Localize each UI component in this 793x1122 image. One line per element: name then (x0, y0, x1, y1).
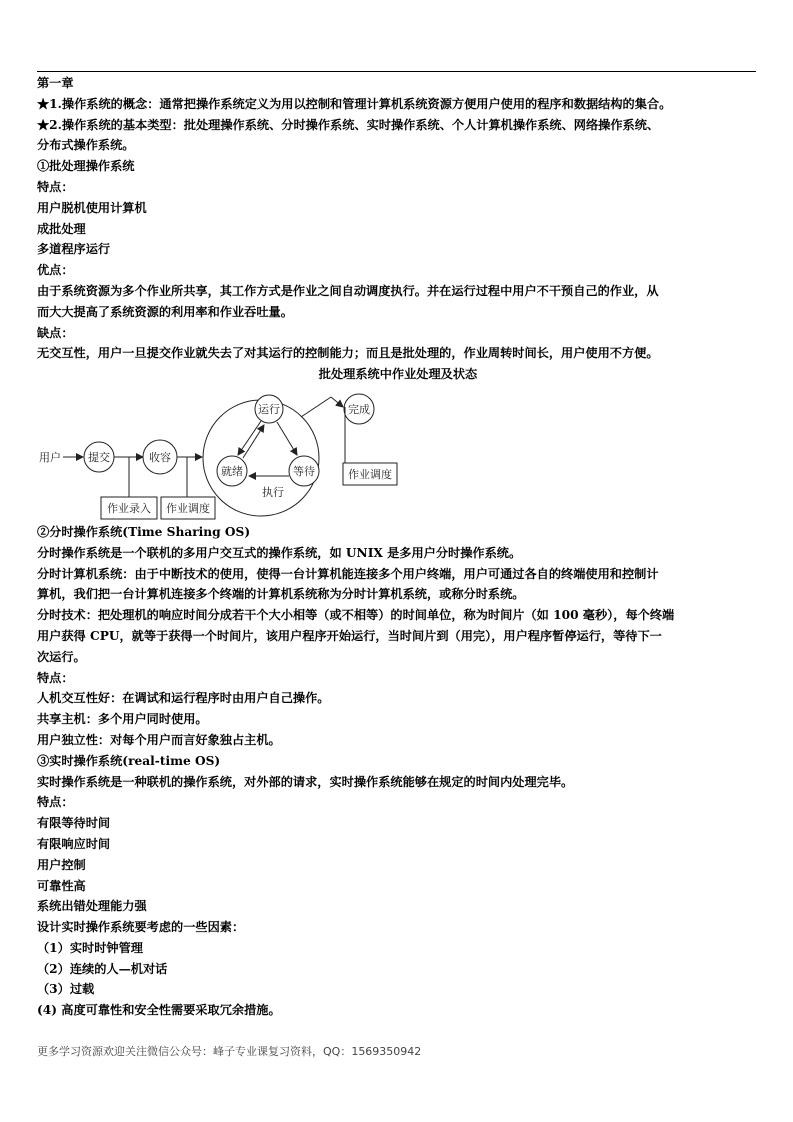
design-factor-2: （2）连续的人—机对话 (37, 961, 168, 976)
timesharing-system-line2: 算机，我们把一台计算机连接多个终端的计算机系统称为分时计算机系统，或称分时系统。 (37, 587, 525, 602)
receive-label: 收容 (149, 450, 171, 464)
timesharing-tech-line3: 次运行。 (37, 649, 86, 664)
timesharing-feature-3: 用户独立性：对每个用户而言好象独占主机。 (37, 732, 281, 747)
connector-pool-complete-a (301, 397, 331, 417)
job-schedule-right-label: 作业调度 (348, 467, 392, 481)
design-factor-3: （3）过载 (37, 982, 95, 997)
advantages-line2: 而大大提高了系统资源的利用率和作业吞吐量。 (37, 304, 293, 319)
job-schedule-left-label: 作业调度 (166, 501, 210, 515)
submit-label: 提交 (88, 450, 110, 464)
arrow-running-ready (238, 421, 261, 455)
connector-pool-complete-b (331, 397, 343, 407)
os-types-line2: 分布式操作系统。 (37, 138, 135, 153)
running-label: 运行 (258, 402, 280, 416)
timesharing-heading: ②分时操作系统(Time Sharing OS) (37, 524, 251, 539)
top-rule (37, 71, 756, 72)
chapter-title: 第一章 (37, 76, 74, 90)
batch-state-diagram-svg (37, 385, 759, 522)
batch-feature-3: 多道程序运行 (37, 242, 111, 257)
user-label: 用户 (39, 450, 61, 464)
complete-label: 完成 (348, 402, 370, 416)
batch-os-heading: ①批处理操作系统 (37, 159, 135, 174)
realtime-feature-3: 用户控制 (37, 857, 86, 872)
realtime-feature-5: 系统出错处理能力强 (37, 899, 147, 914)
batch-feature-2: 成批处理 (37, 221, 86, 236)
arrow-running-waiting (277, 422, 297, 455)
waiting-label: 等待 (293, 464, 315, 478)
timesharing-features-label: 特点： (37, 670, 74, 685)
design-factor-1: （1）实时时钟管理 (37, 940, 143, 955)
realtime-feature-2: 有限响应时间 (37, 836, 111, 851)
timesharing-def: 分时操作系统是一个联机的多用户交互式的操作系统，如 UNIX 是多用户分时操作系统。 (37, 545, 522, 560)
design-factor-4: (4) 高度可靠性和安全性需要采取冗余措施。 (37, 1003, 281, 1018)
timesharing-system-line1: 分时计算机系统：由于中断技术的使用，使得一台计算机能连接多个用户终端，用户可通过各自的终端使用和控制计 (37, 566, 659, 581)
os-concept: ★1.操作系统的概念：通常把操作系统定义为用以控制和管理计算机系统资源方便用户使用的程序和数据结构的集合。 (37, 96, 672, 111)
advantages-label: 优点： (37, 263, 74, 278)
timesharing-feature-1: 人机交互性好：在调试和运行程序时由用户自己操作。 (37, 691, 330, 706)
disadvantages-text: 无交互性，用户一旦提交作业就失去了对其运行的控制能力；而且是批处理的，作业周转时间长，用户使用不方便。 (37, 346, 659, 361)
design-factors-label: 设计实时操作系统要考虑的一些因素： (37, 920, 245, 935)
timesharing-feature-2: 共享主机：多个用户同时使用。 (37, 712, 208, 727)
batch-feature-1: 用户脱机使用计算机 (37, 200, 147, 215)
document-body (37, 73, 759, 1021)
execute-label: 执行 (262, 485, 284, 499)
page-footer: 更多学习资源欢迎关注微信公众号：峰子专业课复习资料，QQ：1569350942 (37, 1045, 422, 1058)
job-input-label: 作业录入 (107, 501, 151, 515)
realtime-features-label: 特点： (37, 795, 74, 810)
ready-label: 就绪 (221, 464, 243, 478)
realtime-feature-4: 可靠性高 (37, 878, 86, 893)
timesharing-tech-line2: 用户获得 CPU，就等于获得一个时间片，该用户程序开始运行，当时间片到（用完），用户程序暂停运行，等待下一 (37, 628, 662, 643)
realtime-heading: ③实时操作系统(real-time OS) (37, 753, 221, 768)
disadvantages-label: 缺点： (37, 325, 74, 340)
features-label: 特点： (37, 179, 74, 194)
batch-state-diagram (37, 385, 759, 522)
advantages-line1: 由于系统资源为多个作业所共享，其工作方式是作业之间自动调度执行。并在运行过程中用户不干预自己的作业，从 (37, 283, 659, 298)
os-types-line1: ★2.操作系统的基本类型：批处理操作系统、分时操作系统、实时操作系统、个人计算机操作系统、网络操作系统、 (37, 117, 660, 132)
realtime-feature-1: 有限等待时间 (37, 816, 111, 831)
timesharing-tech-line1: 分时技术：把处理机的响应时间分成若干个大小相等（或不相等）的时间单位，称为时间片（如 100 毫秒），每个终端 (37, 608, 675, 623)
diagram-title: 批处理系统中作业处理及状态 (318, 367, 478, 382)
realtime-def: 实时操作系统是一种联机的操作系统，对外部的请求，实时操作系统能够在规定的时间内处理完毕。 (37, 774, 574, 789)
arrow-ready-running (243, 425, 264, 458)
